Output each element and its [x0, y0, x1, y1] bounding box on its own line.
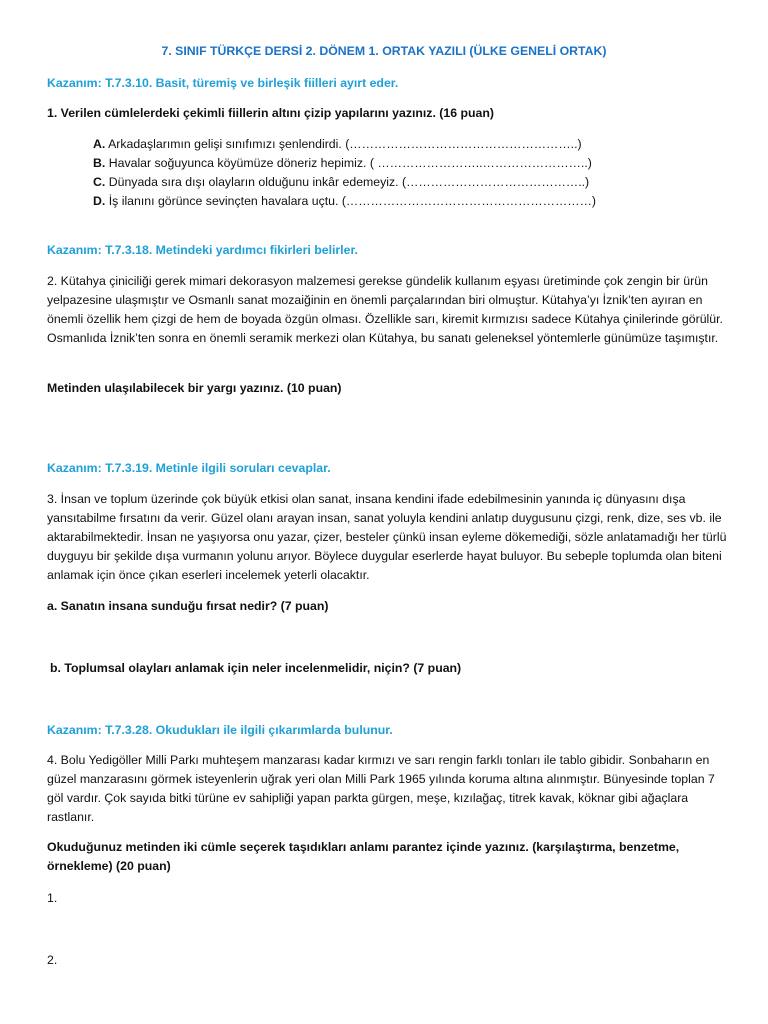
kazanim-1: Kazanım: T.7.3.10. Basit, türemiş ve birleşik fiilleri ayırt eder.: [47, 76, 399, 90]
question-4: Okuduğunuz metinden iki cümle seçerek taşıdıkları anlamı parantez içinde yazınız. (karşılaştırma, benzetme, örnekleme) (20 puan): [47, 840, 680, 873]
option-d: [93, 192, 728, 211]
options-list: [93, 135, 728, 211]
option-letter: D.: [93, 194, 106, 208]
answer-line-1: 1.: [47, 891, 58, 905]
paragraph-2: 2. Kütahya çiniciliği gerek mimari dekorasyon malzemesi gerekse gündelik kullanım eşyası üretiminde çok zengin bir ürün yelpazesine ulaşmıştır ve Osmanlı sanat mozaiğinin en önemli parçalarından biri olmuştur. Kütahya’yı İznik’ten ayıran en önemli özellik hem çizgi de hem de boyada özgün olması. Özellikle sarı, kiremit kırmızısı sadece Kütahya çinilerinde görülür. Osmanlıda İznik’ten sonra en önemli seramik merkezi olan Kütahya, bu sanatı geleneksel yöntemlerle günümüze taşımıştır.: [47, 274, 723, 345]
exam-title: 7. SINIF TÜRKÇE DERSİ 2. DÖNEM 1. ORTAK YAZILI (ÜLKE GENELİ ORTAK): [161, 44, 607, 58]
kazanim-3: Kazanım: T.7.3.19. Metinle ilgili soruları cevaplar.: [47, 461, 331, 475]
paragraph-3: 3. İnsan ve toplum üzerinde çok büyük etkisi olan sanat, insana kendini ifade edebilmesinin yanında iç dünyasını dışa yansıtabilme fırsatını da verir. Güzel olanı arayan insan, sanat yoluyla kendini anlatıp duygusunu çizgi, renk, dize, ses vb. ile aktarabilmektedir. İnsan ne yaşıyorsa onu yazar, çizer, besteler çünkü insan eyleme dökemediği, sözle anlatamadığı her türlü duyguyu bir şekilde dışa vurmanın yolunu arıyor. Böylece duygular eserlerde hayat buluyor. Bu sebeple toplumda olan biteni anlamak için önce çıkan eserleri incelemek yeterli olacaktır.: [47, 492, 727, 582]
option-text: Arkadaşlarımın gelişi sınıfımızı şenlendirdi. (………………………………………………..): [108, 137, 582, 151]
kazanim-2: Kazanım: T.7.3.18. Metindeki yardımcı fikirleri belirler.: [47, 243, 358, 257]
option-letter: B.: [93, 156, 106, 170]
question-1: 1. Verilen cümlelerdeki çekimli fiillerin altını çizip yapılarını yazınız. (16 puan): [47, 106, 494, 120]
paragraph-4: 4. Bolu Yedigöller Milli Parkı muhteşem manzarası kadar kırmızı ve sarı rengin farklı tonları ile tablo gibidir. Sonbaharın en güzel manzarasını görmek isteyenlerin uğrak yeri olan Milli Park 1965 yılında koruma altına alınmıştır. Bünyesinde toplan 7 göl vardır. Çok sayıda bitki türüne ev sahipliği yapan parkta gürgen, meşe, kızılağaç, titrek kavak, köknar gibi ağaçlara rastlanır.: [47, 753, 715, 824]
option-c: [93, 173, 728, 192]
option-letter: A.: [93, 137, 106, 151]
question-2: Metinden ulaşılabilecek bir yargı yazınız. (10 puan): [47, 381, 342, 395]
question-3b: b. Toplumsal olayları anlamak için neler incelenmelidir, niçin? (7 puan): [50, 661, 462, 675]
kazanim-4: Kazanım: T.7.3.28. Okudukları ile ilgili çıkarımlarda bulunur.: [47, 723, 393, 737]
option-text: İş ilanını görünce sevinçten havalara uçtu. (……………………………………………………): [108, 194, 596, 208]
option-text: Dünyada sıra dışı olayların olduğunu inkâr edemeyiz. (……………………………………..): [108, 175, 590, 189]
option-letter: C.: [93, 175, 106, 189]
option-a: [93, 135, 728, 154]
option-text: Havalar soğuyunca köyümüze döneriz hepimiz. ( ……………………..……………………..): [108, 156, 592, 170]
answer-line-2: 2.: [47, 953, 58, 967]
option-b: [93, 154, 728, 173]
question-3a: a. Sanatın insana sunduğu fırsat nedir? (7 puan): [47, 599, 329, 613]
